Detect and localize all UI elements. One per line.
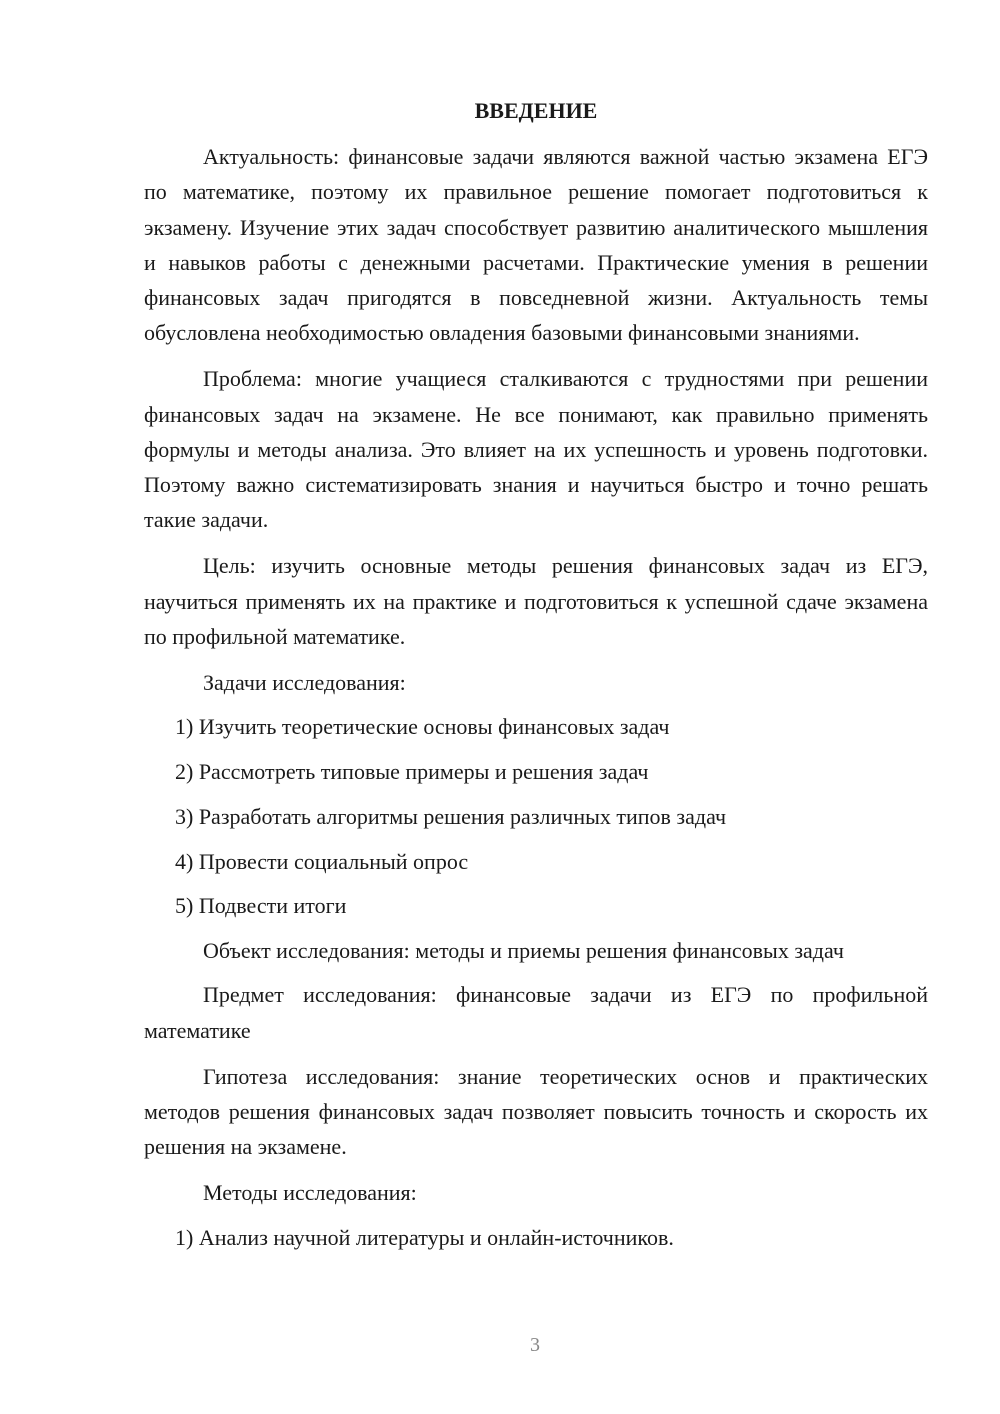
tasks-heading: Задачи исследования: [203,670,406,696]
list-item: 2) Рассмотреть типовые примеры и решения задач [175,759,649,785]
tasks-list [144,709,928,923]
list-item: 1) Изучить теоретические основы финансовых задач [175,714,670,740]
section-title: ВВЕДЕНИЕ [474,98,598,123]
paragraph-goal: Цель: изучить основные методы решения финансовых задач из ЕГЭ, научиться применять их на практике и подготовиться к успешной сдаче экзамена по профильной математике. [144,553,928,649]
list-item: 5) Подвести итоги [175,893,347,919]
paragraph-object: Объект исследования: методы и приемы решения финансовых задач [203,938,844,964]
methods-list [144,1220,928,1255]
document-page [144,93,928,1264]
list-item: 4) Провести социальный опрос [175,848,469,874]
paragraph-subject: Предмет исследования: финансовые задачи из ЕГЭ по профильной математике [144,982,928,1043]
paragraph-relevance: Актуальность: финансовые задачи являются важной частью экзамена ЕГЭ по математике, поэтому их правильное решение помогает подготовиться к экзамену. Изучение этих задач способствует развитию аналитического мышления и навыков работы с денежными расчетами. Практические умения в решении финансовых задач пригодятся в повседневной жизни. Актуальность темы обусловлена необходимостью овладения базовыми финансовыми знаниями. [144,144,928,346]
paragraph-hypothesis: Гипотеза исследования: знание теоретических основ и практических методов решения финансовых задач позволяет повысить точность и скорость их решения на экзамене. [144,1063,928,1160]
page-number: 3 [530,1334,540,1356]
list-item: 3) Разработать алгоритмы решения различных типов задач [175,803,727,829]
methods-heading: Методы исследования: [203,1180,417,1206]
list-item: 1) Анализ научной литературы и онлайн-источников. [175,1224,674,1250]
paragraph-problem: Проблема: многие учащиеся сталкиваются с трудностями при решении финансовых задач на экзамене. Не все понимают, как правильно применять формулы и методы анализа. Это влияет на их успешность и уровень подготовки. Поэтому важно систематизировать знания и научиться быстро и точно решать такие задачи. [144,366,928,533]
